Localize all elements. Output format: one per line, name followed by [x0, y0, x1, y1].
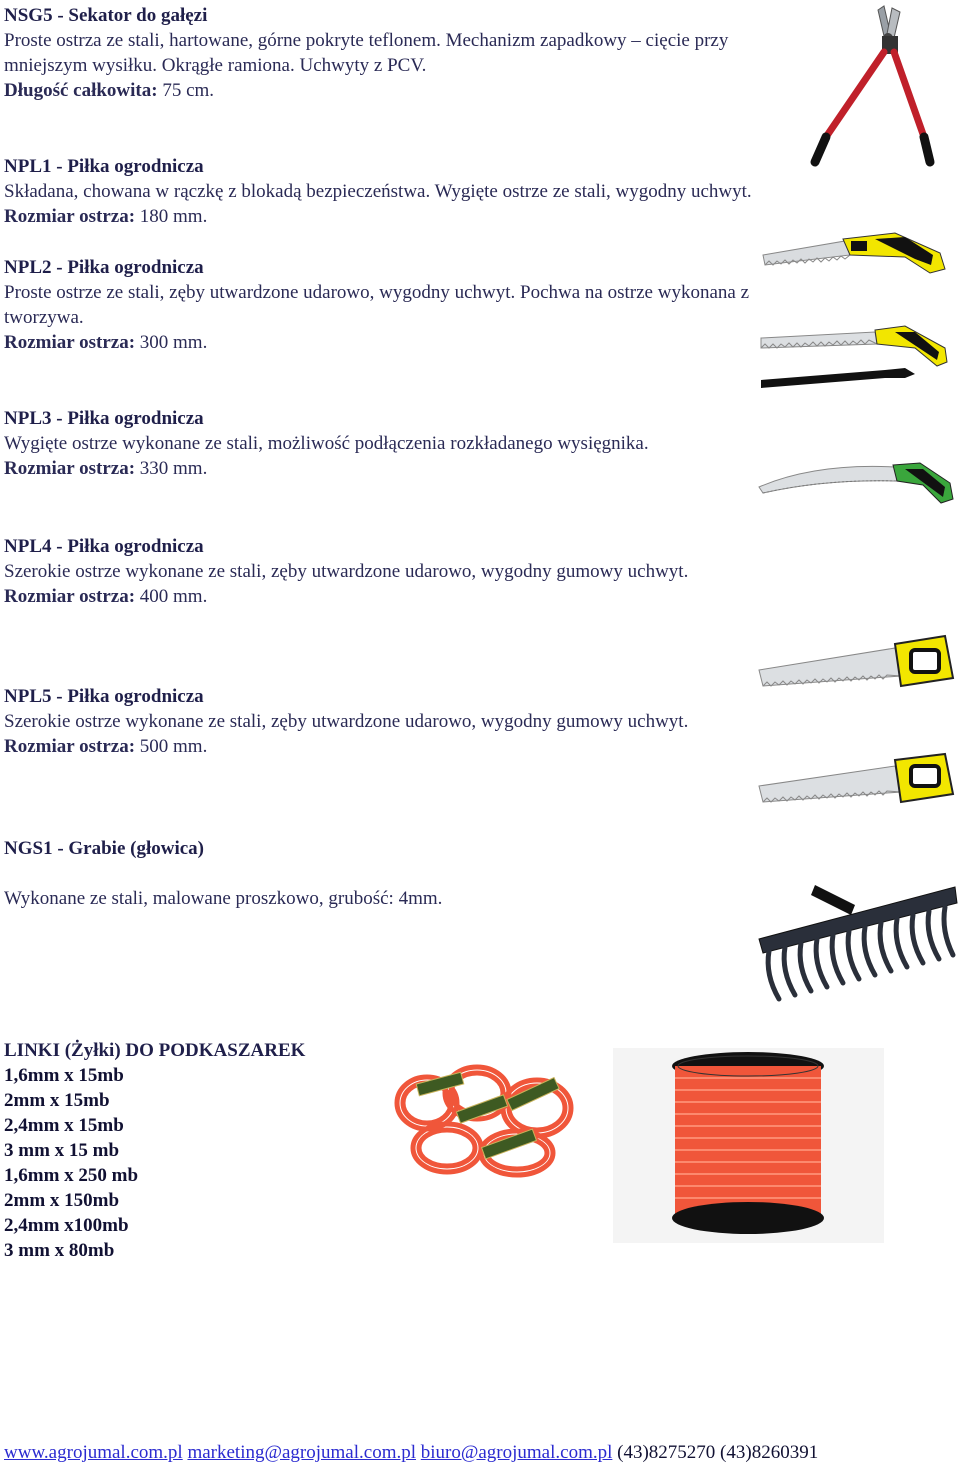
product-npl4 [4, 534, 904, 609]
line-size-item: 2mm x 15mb [4, 1090, 110, 1111]
footer-contact [4, 1440, 818, 1465]
straight-saw-with-sheath-image [755, 318, 955, 393]
trimmer-line-spool-image [613, 1048, 884, 1243]
spec-value: 300 mm. [135, 332, 208, 353]
product-title: NPL1 - Piłka ogrodnicza [4, 156, 204, 177]
product-description: Proste ostrze ze stali, zęby utwardzone udarowo, wygodny uchwyt. Pochwa na ostrze wykonana z tworzywa. [4, 282, 749, 328]
line-size-item: 1,6mm x 250 mb [4, 1165, 139, 1186]
pruning-shears-image [800, 2, 950, 170]
line-size-item: 2mm x 150mb [4, 1190, 120, 1211]
phone-numbers: (43)8275270 (43)8260391 [617, 1442, 819, 1463]
product-title: NPL3 - Piłka ogrodnicza [4, 408, 204, 429]
product-title: NPL2 - Piłka ogrodnicza [4, 257, 204, 278]
line-size-item: 2,4mm x 15mb [4, 1115, 124, 1136]
product-nsg5 [4, 3, 754, 103]
hand-saw-image [755, 752, 955, 812]
trimmer-lines-section [4, 1038, 384, 1263]
product-description: Wykonane ze stali, malowane proszkowo, grubość: 4mm. [4, 888, 443, 909]
spec-value: 500 mm. [135, 736, 208, 757]
product-spec [4, 330, 764, 355]
spec-value: 75 cm. [157, 80, 215, 101]
rake-head-image [755, 875, 960, 1010]
product-description: Składana, chowana w rączkę z blokadą bezpieczeństwa. Wygięte ostrze ze stali, wygodny uchwyt. [4, 181, 752, 202]
website-link[interactable]: www.agrojumal.com.pl [4, 1442, 183, 1463]
product-ngs1 [4, 836, 704, 911]
section-title: LINKI (Żyłki) DO PODKASZAREK [4, 1040, 306, 1061]
trimmer-line-packs-image [387, 1048, 588, 1183]
curved-saw-image [755, 455, 955, 515]
spec-label: Rozmiar ostrza: [4, 736, 136, 757]
line-size-item: 3 mm x 80mb [4, 1240, 115, 1261]
product-spec [4, 78, 754, 103]
spec-label: Rozmiar ostrza: [4, 458, 136, 479]
product-npl1 [4, 154, 904, 229]
spec-value: 330 mm. [135, 458, 208, 479]
spec-label: Rozmiar ostrza: [4, 206, 136, 227]
spec-value: 180 mm. [135, 206, 208, 227]
line-size-item: 3 mm x 15 mb [4, 1140, 120, 1161]
spec-label: Długość całkowita: [4, 80, 158, 101]
product-title: NSG5 - Sekator do gałęzi [4, 5, 208, 26]
line-size-item: 2,4mm x100mb [4, 1215, 129, 1236]
product-npl2 [4, 255, 764, 355]
product-title: NGS1 - Grabie (głowica) [4, 838, 205, 859]
product-description: Wygięte ostrze wykonane ze stali, możliwość podłączenia rozkładanego wysięgnika. [4, 433, 649, 454]
product-title: NPL5 - Piłka ogrodnicza [4, 686, 204, 707]
spec-label: Rozmiar ostrza: [4, 332, 136, 353]
line-size-item: 1,6mm x 15mb [4, 1065, 124, 1086]
product-spec [4, 584, 904, 609]
email-office-link[interactable]: biuro@agrojumal.com.pl [420, 1442, 613, 1463]
hand-saw-image [755, 630, 955, 700]
spec-value: 400 mm. [135, 586, 208, 607]
email-marketing-link[interactable]: marketing@agrojumal.com.pl [187, 1442, 417, 1463]
product-description: Proste ostrza ze stali, hartowane, górne pokryte teflonem. Mechanizm zapadkowy – cięcie przy mniejszym wysiłku. Okrągłe ramiona. Uchwyty z PCV. [4, 30, 729, 76]
product-title: NPL4 - Piłka ogrodnicza [4, 536, 204, 557]
folding-saw-image [755, 225, 955, 280]
spec-label: Rozmiar ostrza: [4, 586, 136, 607]
product-description: Szerokie ostrze wykonane ze stali, zęby utwardzone udarowo, wygodny gumowy uchwyt. [4, 711, 689, 732]
product-description: Szerokie ostrze wykonane ze stali, zęby utwardzone udarowo, wygodny gumowy uchwyt. [4, 561, 689, 582]
